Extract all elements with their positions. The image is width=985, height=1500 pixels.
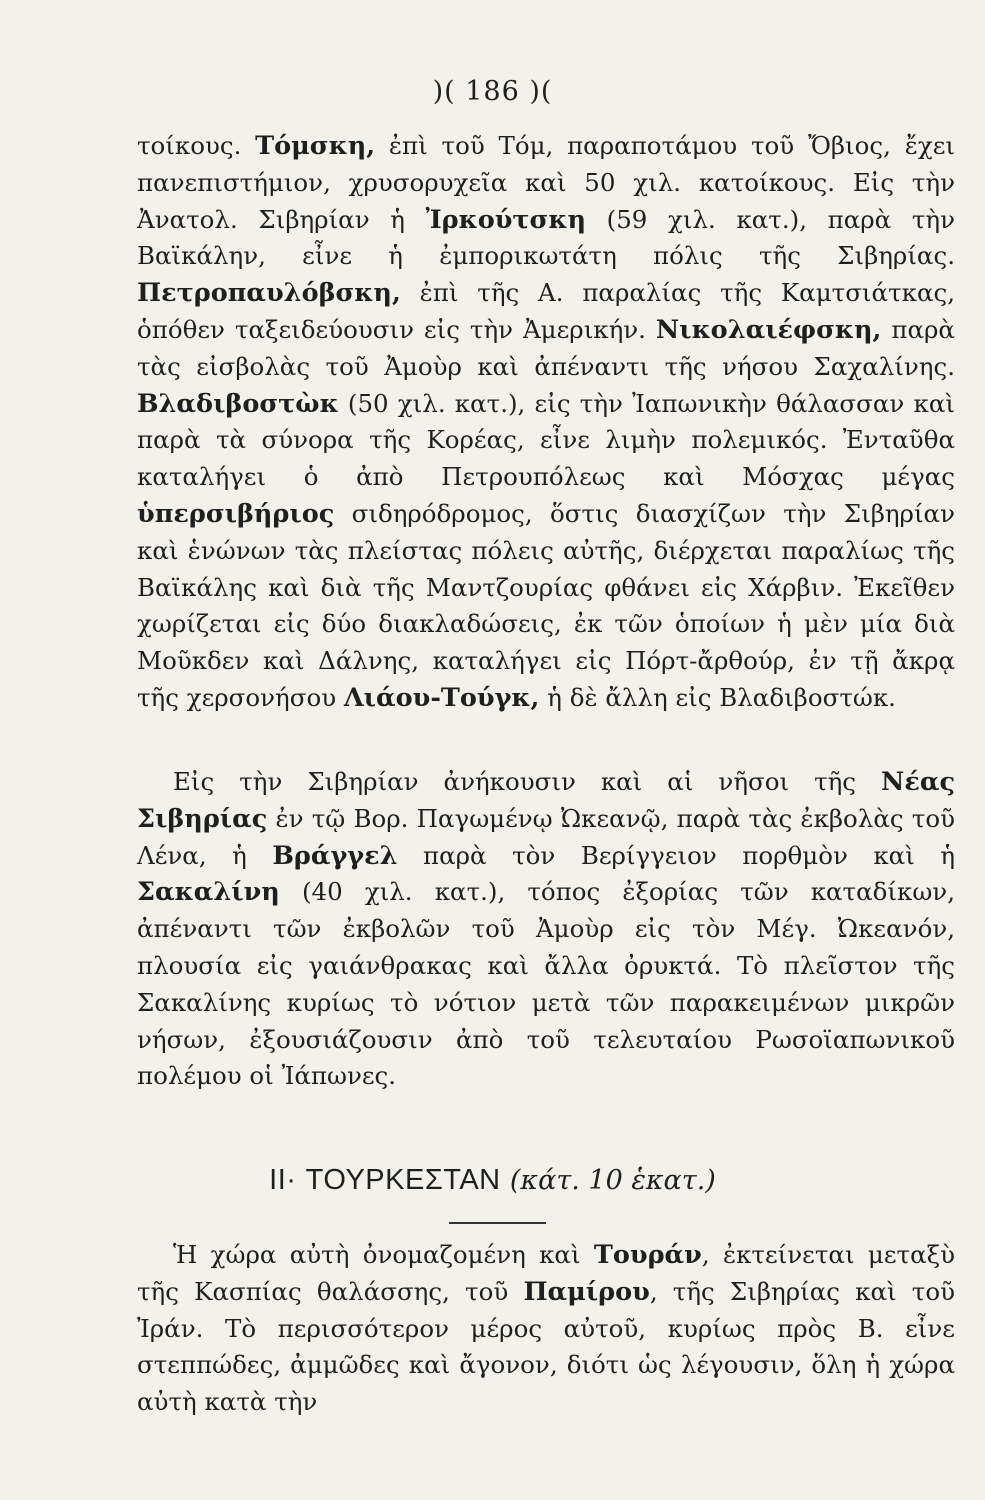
text-run: , τῆς Σιβηρίας καὶ τοῦ Ἰράν. Τὸ περισσότερον μέρος αὐτοῦ, κυρίως πρὸς Β. εἶνε στεππώδες, ἀμμῶδες καὶ ἄγονον, διότι ὡς λέγουσιν, ὅλη ἡ χώρα αὐτὴ κατὰ τὴν [137,1276,955,1417]
text-run: παρὰ τὰς εἰσβολὰς τοῦ Ἀμοὺρ καὶ ἀπέναντι τῆς νήσου Σαχαλίνης. [137,314,955,381]
page-number: )( 186 )( [432,76,553,107]
text-run: ἡ δὲ ἄλλη εἰς Βλαδιβοστώκ. [539,682,896,712]
section-divider [449,1222,546,1224]
place-name-petropavlovsk: Πετροπαυλόβσκη, [137,278,401,309]
text-run: Ἡ χώρα αὐτὴ ὀνομαζομένη καὶ [173,1240,594,1269]
place-name-nikolaevsk: Νικολαιέφσκη, [655,314,882,345]
place-name-irkutsk: Ἰρκούτσκη [425,204,587,235]
section-subtitle: (κάτ. 10 ἑκατ.) [509,1165,716,1196]
paragraph-siberia-cities [137,128,955,717]
place-name-sakhalin: Σακαλίνη [137,877,280,908]
text-run: , ἐκτείνεται μεταξὺ τῆς Κασπίας θαλάσσης, τοῦ [137,1240,955,1306]
text-run: ἐν τῷ Βορ. Παγωμένῳ Ὠκεανῷ, παρὰ τὰς ἐκβολὰς τοῦ Λένα, ἡ [137,803,955,870]
place-name-wrangel: Βράγγελ [272,840,398,871]
text-run: τοίκους. [137,131,256,160]
term-trans-siberian: ὑπερσιβήριος [137,498,335,529]
text-run: (40 χιλ. κατ.), τόπος ἐξορίας τῶν καταδίκων, ἀπέναντι τῶν ἐκβολῶν τοῦ Ἀμοὺρ εἰς τὸν Μέγ. Ὠκεανόν, πλουσία εἰς γαιάνθρακας καὶ ἄλλα ὀρυκτά. Τὸ πλεῖστον τῆς Σακαλίνης κυρίως τὸ νότιον μετὰ τῶν παρακειμένων μικρῶν νήσων, ἐξουσιάζουσιν ἀπὸ τοῦ τελευταίου Ρωσοϊαπωνικοῦ πολέμου οἱ Ἰάπωνες. [137,877,955,1091]
place-name-vladivostok: Βλαδιβοστὼκ [137,388,339,419]
place-name-pamir: Παμίρου [523,1276,650,1307]
text-run: ἐπὶ τῆς Α. παραλίας τῆς Καμτσιάτκας, ὁπόθεν ταξειδεύουσιν εἰς τὴν Ἀμερικήν. [137,278,955,344]
text-run: παρὰ τὸν Βερίγγειον πορθμὸν καὶ ἡ [397,840,955,870]
section-name: ΤΟΥΡΚΕΣΤΑΝ [305,1164,501,1196]
section-heading [0,1162,985,1197]
place-name-turan: Τουράν [593,1240,702,1270]
text-run: σιδηρόδρομος, ὅστις διασχίζων τὴν Σιβηρίαν καὶ ἑνώνων τὰς πλείστας πόλεις αὐτῆς, διέρχεται παραλίως τῆς Βαϊκάλης καὶ διὰ τῆς Μαντζουρίας φθάνει εἰς Χάρβιν. Ἐκεῖθεν χωρίζεται εἰς δύο διακλαδώσεις, ἐκ τῶν ὁποίων ἡ μὲν μία διὰ Μοῦκδεν καὶ Δάλνης, καταλήγει εἰς Πόρτ-ἄρθούρ, ἐν τῇ ἄκρᾳ τῆς χερσονήσου [137,498,955,712]
paragraph-turkestan [137,1237,955,1421]
paragraph-siberia-islands [137,764,955,1095]
text-run: ἐπὶ τοῦ Τόμ, παραποτάμου τοῦ Ὄβιος, ἔχει πανεπιστήμιον, χρυσορυχεῖα καὶ 50 χιλ. κατοίκους. Εἰς τὴν Ἀνατολ. Σιβηρίαν ἡ [137,131,955,234]
text-run: Εἰς τὴν Σιβηρίαν ἀνήκουσιν καὶ αἱ νῆσοι τῆς [173,767,882,796]
place-name-new-siberia: Νέας Σιβηρίας [137,767,955,834]
text-run: (50 χιλ. κατ.), εἰς τὴν Ἰαπωνικὴν θάλασσαν καὶ παρὰ τὰ σύνορα τῆς Κορέας, εἶνε λιμὴν πολεμικός. Ἐνταῦθα καταλήγει ὁ ἀπὸ Πετρουπόλεως καὶ Μόσχας μέγας [137,388,955,492]
place-name-liaotung: Λιάου-Τούγκ, [343,682,540,713]
section-number: II· [269,1164,297,1196]
text-run: (59 χιλ. κατ.), παρὰ τὴν Βαϊκάλην, εἶνε ἡ ἐμπορικωτάτη πόλις τῆς Σιβηρίας. [137,204,955,271]
place-name-tomsk: Τόμσκη, [255,131,376,161]
